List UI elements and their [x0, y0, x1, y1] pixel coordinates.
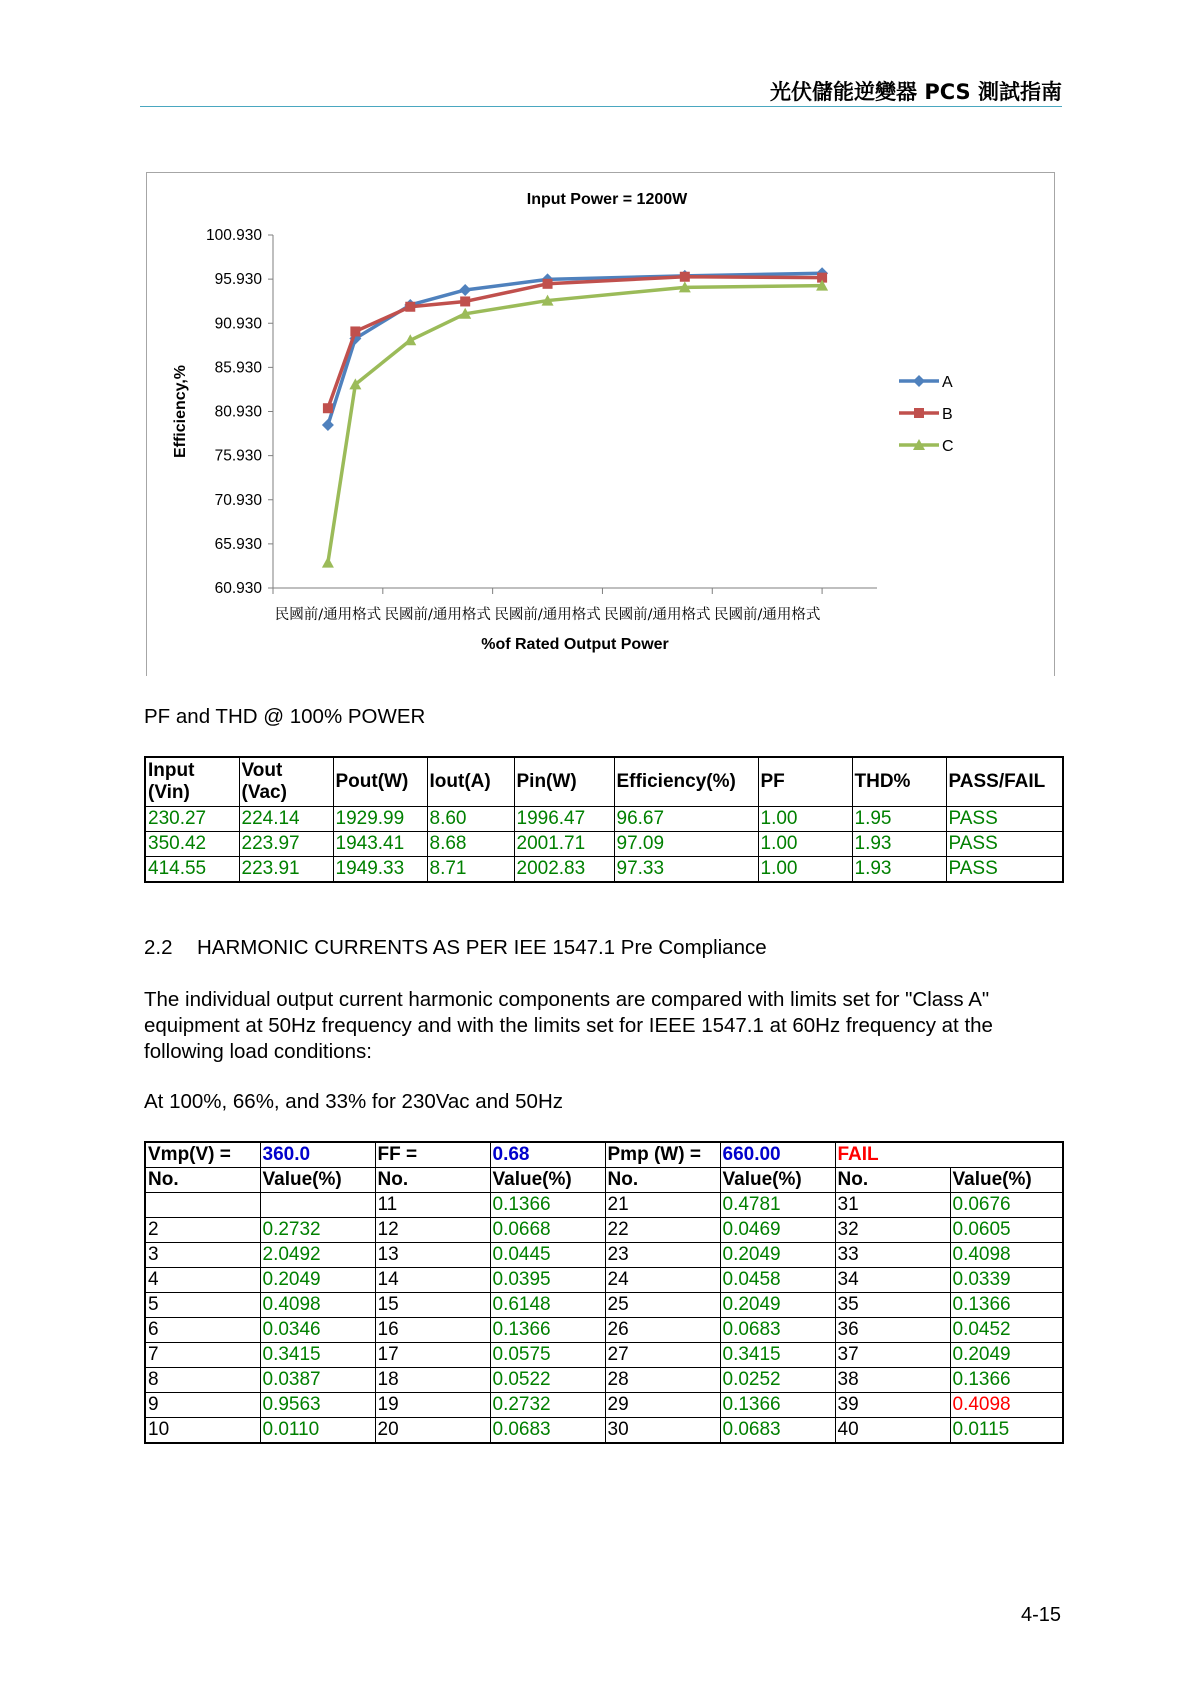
- harmonic-number: 23: [605, 1243, 720, 1268]
- table-row: [145, 1268, 1063, 1293]
- column-header-no: No.: [835, 1168, 950, 1193]
- pf-cell: 230.27: [145, 807, 239, 832]
- table-row: [145, 1243, 1063, 1268]
- harmonic-value: 0.0445: [490, 1243, 605, 1268]
- pf-cell: 350.42: [145, 832, 239, 857]
- harmonic-number: 5: [145, 1293, 260, 1318]
- y-tick-label: 85.930: [214, 359, 262, 377]
- harmonic-value: 0.1366: [490, 1318, 605, 1343]
- table-row: [145, 1393, 1063, 1418]
- harmonic-number: 10: [145, 1418, 260, 1444]
- pf-cell: 8.60: [427, 807, 514, 832]
- harmonic-value: 0.2049: [950, 1343, 1063, 1368]
- harmonic-number: 20: [375, 1418, 490, 1444]
- harmonic-number: 6: [145, 1318, 260, 1343]
- legend-label-C: C: [942, 438, 954, 455]
- harmonic-number: 18: [375, 1368, 490, 1393]
- vmp-label: Vmp(V) =: [145, 1142, 260, 1168]
- harmonic-number: 13: [375, 1243, 490, 1268]
- harmonic-value: 0.0668: [490, 1218, 605, 1243]
- x-tick-label: 民國前/通用格式: [494, 607, 601, 623]
- harmonic-value: 0.0683: [720, 1418, 835, 1444]
- x-tick-label: 民國前/通用格式: [713, 607, 821, 623]
- page-header: [140, 74, 1062, 107]
- harmonic-value: 0.1366: [950, 1293, 1063, 1318]
- pf-header-cell: Pout(W): [333, 757, 427, 807]
- legend-label-A: A: [942, 374, 953, 391]
- pf-cell: 2001.71: [514, 832, 614, 857]
- table-row: [145, 1418, 1063, 1444]
- pf-cell: 1.93: [852, 857, 946, 883]
- table-row: [145, 1368, 1063, 1393]
- column-header-no: No.: [145, 1168, 260, 1193]
- data-point-B: [680, 272, 690, 282]
- harmonic-number: 17: [375, 1343, 490, 1368]
- harmonic-number: 15: [375, 1293, 490, 1318]
- harmonic-value: 0.0469: [720, 1218, 835, 1243]
- harmonic-value: 0.0676: [950, 1193, 1063, 1218]
- pf-cell: 224.14: [239, 807, 333, 832]
- pf-header-cell: Efficiency(%): [614, 757, 758, 807]
- pf-cell: 223.91: [239, 857, 333, 883]
- harmonic-value: 0.3415: [260, 1343, 375, 1368]
- harmonic-value: 0.0522: [490, 1368, 605, 1393]
- data-point-B: [460, 296, 470, 306]
- y-tick-label: 80.930: [214, 403, 262, 421]
- harmonic-number: 21: [605, 1193, 720, 1218]
- y-tick-label: 100.930: [205, 227, 262, 244]
- harmonic-number: 38: [835, 1368, 950, 1393]
- harmonic-value: 0.2732: [490, 1393, 605, 1418]
- pf-cell: 223.97: [239, 832, 333, 857]
- column-header-value: Value(%): [720, 1168, 835, 1193]
- pf-cell: 1.00: [758, 807, 852, 832]
- y-tick-label: 65.930: [214, 535, 262, 553]
- pf-cell: 96.67: [614, 807, 758, 832]
- pf-thd-table: [144, 756, 1064, 883]
- pf-cell: 1.93: [852, 832, 946, 857]
- page-number: 4-15: [1020, 1604, 1061, 1626]
- harmonic-number: 12: [375, 1218, 490, 1243]
- harmonic-number: 11: [375, 1193, 490, 1218]
- x-tick-label: 民國前/通用格式: [274, 607, 382, 623]
- harmonic-value: 0.2049: [720, 1293, 835, 1318]
- harmonic-number: 9: [145, 1393, 260, 1418]
- harmonic-number: 34: [835, 1268, 950, 1293]
- pf-cell: PASS: [946, 832, 1063, 857]
- chart-title: Input Power = 1200W: [526, 191, 688, 208]
- harmonic-value: 0.1366: [950, 1368, 1063, 1393]
- harmonic-value: 0.0110: [260, 1418, 375, 1444]
- pf-cell: 8.71: [427, 857, 514, 883]
- load-conditions: At 100%, 66%, and 33% for 230Vac and 50Hz: [144, 1090, 564, 1113]
- pf-thd-title: PF and THD @ 100% POWER: [144, 705, 426, 728]
- harmonic-number: 24: [605, 1268, 720, 1293]
- harmonic-value: 0.1366: [490, 1193, 605, 1218]
- pf-header-cell: THD%: [852, 757, 946, 807]
- pf-cell: 1929.99: [333, 807, 427, 832]
- harmonic-number: 14: [375, 1268, 490, 1293]
- data-point-B: [405, 302, 415, 312]
- harmonic-value: 0.2049: [260, 1268, 375, 1293]
- harmonic-number: 22: [605, 1218, 720, 1243]
- harmonic-number: [145, 1193, 260, 1218]
- harmonic-value: 0.4098: [950, 1243, 1063, 1268]
- pf-table-header: [145, 757, 1063, 807]
- pf-cell: PASS: [946, 807, 1063, 832]
- harmonics-table: [144, 1141, 1064, 1444]
- harmonic-value: 0.1366: [720, 1393, 835, 1418]
- harmonic-value: 0.4781: [720, 1193, 835, 1218]
- data-point-A: [459, 284, 471, 296]
- section-title: HARMONIC CURRENTS AS PER IEE 1547.1 Pre Compliance: [197, 936, 767, 959]
- vmp-value: 360.0: [260, 1142, 375, 1168]
- document-title: 光伏儲能逆變器 PCS 測試指南: [770, 80, 1062, 104]
- harmonic-number: 40: [835, 1418, 950, 1444]
- table-row: [145, 1193, 1063, 1218]
- table-row: [145, 1293, 1063, 1318]
- harmonic-number: 37: [835, 1343, 950, 1368]
- y-tick-label: 60.930: [214, 580, 262, 597]
- x-tick-label: 民國前/通用格式: [384, 607, 491, 623]
- pf-cell: 1.00: [758, 857, 852, 883]
- harmonic-number: 27: [605, 1343, 720, 1368]
- efficiency-chart: [146, 172, 1055, 676]
- harmonic-number: 29: [605, 1393, 720, 1418]
- y-tick-label: 70.930: [214, 491, 262, 509]
- harmonics-header-row: [145, 1168, 1063, 1193]
- harmonic-value: 0.0452: [950, 1318, 1063, 1343]
- harmonic-value: 0.0575: [490, 1343, 605, 1368]
- table-row: [145, 1218, 1063, 1243]
- harmonic-number: 39: [835, 1393, 950, 1418]
- data-point-B: [543, 279, 553, 289]
- legend-marker-B: [914, 408, 924, 418]
- harmonic-number: 33: [835, 1243, 950, 1268]
- harmonic-value: 0.3415: [720, 1343, 835, 1368]
- column-header-no: No.: [605, 1168, 720, 1193]
- harmonic-value: 0.2049: [720, 1243, 835, 1268]
- y-tick-label: 95.930: [214, 271, 262, 289]
- x-tick-label: 民國前/通用格式: [604, 607, 711, 623]
- pf-cell: 2002.83: [514, 857, 614, 883]
- column-header-value: Value(%): [260, 1168, 375, 1193]
- pf-cell: 97.09: [614, 832, 758, 857]
- harmonic-value: 0.0387: [260, 1368, 375, 1393]
- table-row: [145, 1343, 1063, 1368]
- harmonic-value: 0.0339: [950, 1268, 1063, 1293]
- ff-value: 0.68: [490, 1142, 605, 1168]
- legend-marker-A: [913, 375, 925, 387]
- harmonic-value: 0.0605: [950, 1218, 1063, 1243]
- pf-cell: 97.33: [614, 857, 758, 883]
- x-axis-label: %of Rated Output Power: [481, 636, 669, 653]
- harmonic-number: 28: [605, 1368, 720, 1393]
- harmonic-value: 0.9563: [260, 1393, 375, 1418]
- harmonic-number: 30: [605, 1418, 720, 1444]
- harmonic-number: 8: [145, 1368, 260, 1393]
- pf-header-cell: Input (Vin): [145, 757, 239, 807]
- status-badge: FAIL: [835, 1142, 1063, 1168]
- harmonic-value: 0.2732: [260, 1218, 375, 1243]
- harmonic-number: 35: [835, 1293, 950, 1318]
- section-body: The individual output current harmonic components are compared with limits set for "Class A" equipment at 50Hz frequency and with the limits set for IEEE 1547.1 at 60Hz frequency at the following load conditions:: [144, 988, 993, 1063]
- pf-header-cell: PASS/FAIL: [946, 757, 1063, 807]
- harmonic-number: 25: [605, 1293, 720, 1318]
- table-row: [145, 857, 1063, 883]
- harmonic-number: 3: [145, 1243, 260, 1268]
- data-point-B: [323, 403, 333, 413]
- ff-label: FF =: [375, 1142, 490, 1168]
- pf-cell: 1.95: [852, 807, 946, 832]
- table-row: [145, 1318, 1063, 1343]
- pf-header-cell: Pin(W): [514, 757, 614, 807]
- pf-cell: 1996.47: [514, 807, 614, 832]
- data-point-B: [350, 326, 360, 336]
- harmonic-value: 0.0458: [720, 1268, 835, 1293]
- harmonic-number: 31: [835, 1193, 950, 1218]
- harmonic-number: 26: [605, 1318, 720, 1343]
- harmonic-value: 0.4098: [260, 1293, 375, 1318]
- chart-svg: [147, 173, 1056, 677]
- pf-cell: 1943.41: [333, 832, 427, 857]
- harmonic-value: 2.0492: [260, 1243, 375, 1268]
- pf-cell: 1.00: [758, 832, 852, 857]
- data-point-A: [322, 419, 334, 431]
- harmonic-value: 0.0252: [720, 1368, 835, 1393]
- pmp-value: 660.00: [720, 1142, 835, 1168]
- pf-header-cell: Vout (Vac): [239, 757, 333, 807]
- pf-cell: PASS: [946, 857, 1063, 883]
- harmonic-value: 0.4098: [950, 1393, 1063, 1418]
- harmonic-value: 0.0346: [260, 1318, 375, 1343]
- column-header-no: No.: [375, 1168, 490, 1193]
- harmonic-number: 7: [145, 1343, 260, 1368]
- harmonic-number: 32: [835, 1218, 950, 1243]
- harmonic-value: 0.0395: [490, 1268, 605, 1293]
- harmonic-number: 36: [835, 1318, 950, 1343]
- harmonic-number: 4: [145, 1268, 260, 1293]
- harmonic-number: 16: [375, 1318, 490, 1343]
- pmp-label: Pmp (W) =: [605, 1142, 720, 1168]
- y-tick-label: 90.930: [214, 315, 262, 333]
- harmonic-value: 0.0683: [490, 1418, 605, 1444]
- section-number: 2.2: [144, 936, 173, 959]
- data-point-C: [322, 557, 334, 568]
- pf-cell: 8.68: [427, 832, 514, 857]
- table-row: [145, 807, 1063, 832]
- y-axis-label: Efficiency,%: [172, 364, 189, 459]
- harmonic-value: [260, 1193, 375, 1218]
- column-header-value: Value(%): [950, 1168, 1063, 1193]
- harmonic-value: 0.0683: [720, 1318, 835, 1343]
- series-line-C: [328, 286, 822, 563]
- pf-cell: 414.55: [145, 857, 239, 883]
- harmonics-summary-row: [145, 1142, 1063, 1168]
- table-row: [145, 832, 1063, 857]
- pf-header-cell: Iout(A): [427, 757, 514, 807]
- harmonic-value: 0.6148: [490, 1293, 605, 1318]
- pf-cell: 1949.33: [333, 857, 427, 883]
- harmonic-number: 19: [375, 1393, 490, 1418]
- harmonic-number: 2: [145, 1218, 260, 1243]
- column-header-value: Value(%): [490, 1168, 605, 1193]
- legend-label-B: B: [942, 406, 953, 423]
- section-heading: [144, 935, 767, 961]
- pf-header-cell: PF: [758, 757, 852, 807]
- harmonic-value: 0.0115: [950, 1418, 1063, 1444]
- y-tick-label: 75.930: [214, 447, 262, 465]
